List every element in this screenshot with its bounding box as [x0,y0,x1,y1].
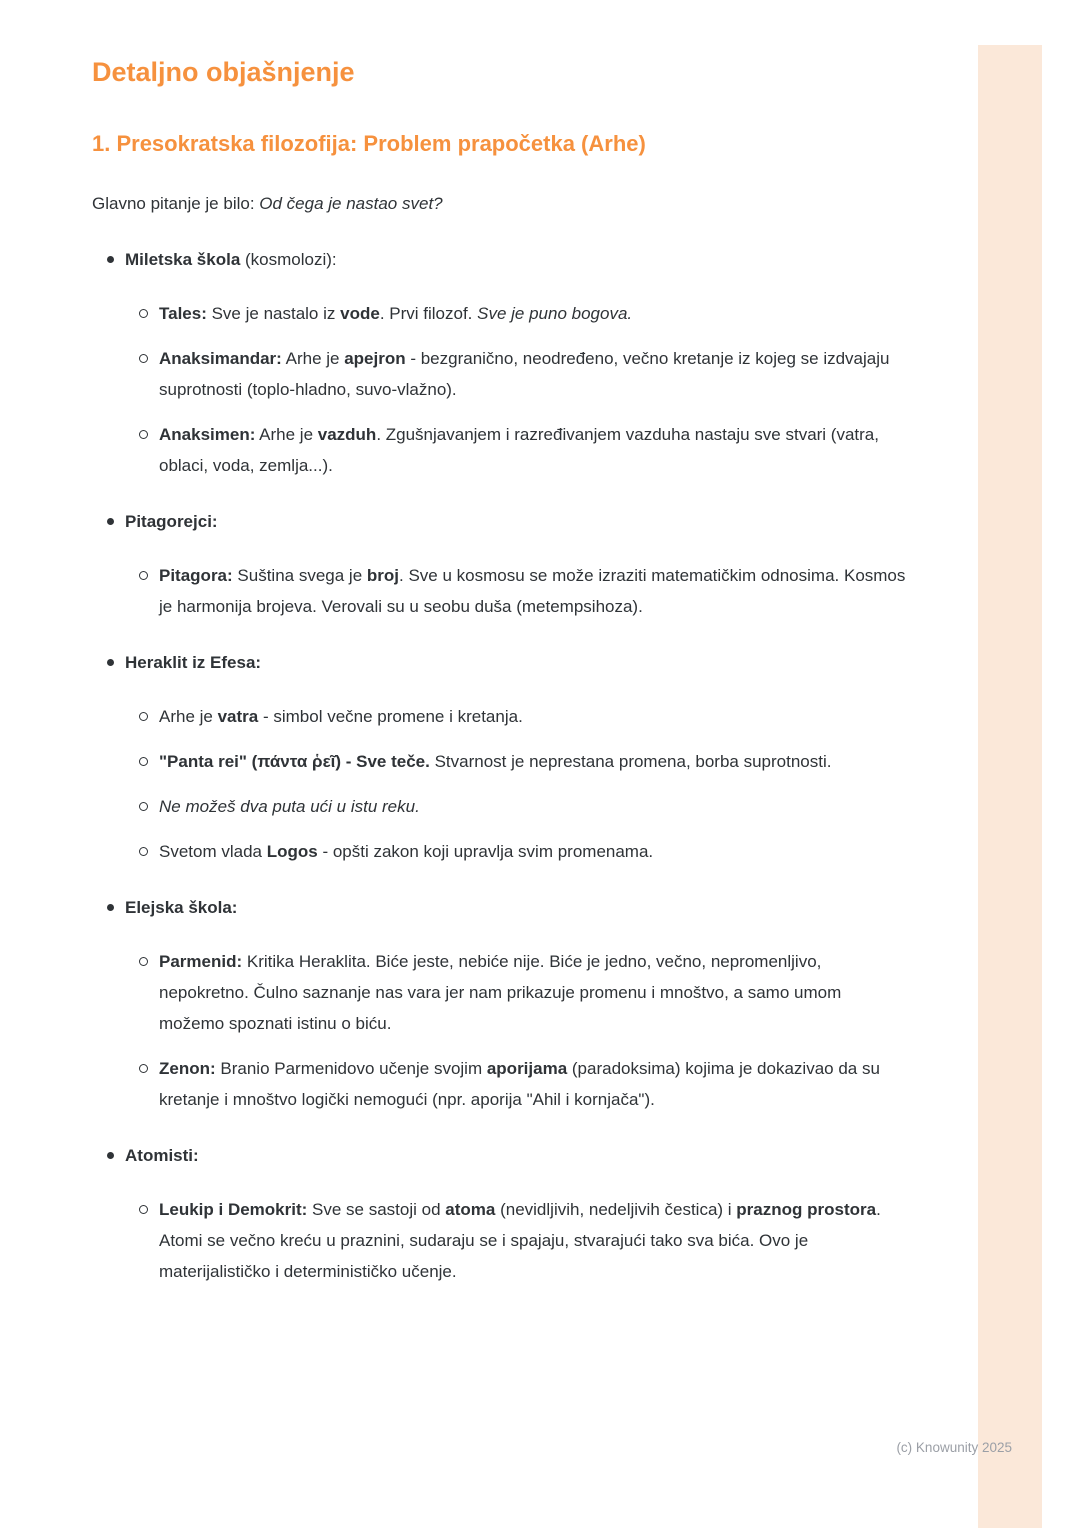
text-run: Zenon: [159,1059,216,1078]
text-run: vazduh [317,425,377,444]
text-run: - bezgranično, neodređeno, večno kretanje iz kojeg se izdvajaju suprotnosti (toplo-hladno, suvo-vlažno). [159,349,890,399]
list-item-text [159,746,908,777]
bullet-icon [107,659,114,666]
topic-title [125,244,908,275]
circle-bullet-icon [139,1205,148,1214]
topic-title [125,647,908,678]
topic-heading [92,1140,908,1171]
list-item [92,791,908,822]
list-item-text [159,946,908,1039]
list-item [92,746,908,777]
text-run: aporijama [486,1059,568,1078]
text-run: . Atomi se večno kreću u praznini, sudaraju se i spajaju, stvarajući tako sva bića. Ovo je materijalističko i determinističko učenje. [159,1200,881,1281]
text-run: Pitagorejci: [125,512,218,531]
list-item-text [159,836,908,867]
text-run: broj [366,566,399,585]
topic [92,244,908,481]
text-run: Logos [266,842,318,861]
circle-bullet-icon [139,957,148,966]
text-run: Suština svega je [232,566,367,585]
list-item [92,836,908,867]
circle-bullet-icon [139,1064,148,1073]
bullet-icon [107,904,114,911]
text-run: Anaksimandar: [159,349,282,368]
text-run: Od čega je nastao svet? [259,194,443,213]
circle-bullet-icon [139,712,148,721]
circle-bullet-icon [139,847,148,856]
text-run: atoma [445,1200,496,1219]
circle-bullet-icon [139,354,148,363]
text-run: Arhe je [255,425,318,444]
text-run: - opšti zakon koji upravlja svim promenama. [317,842,654,861]
text-run: Heraklit iz Efesa: [125,653,262,672]
text-run: - simbol večne promene i kretanja. [258,707,523,726]
section-heading: 1. Presokratska filozofija: Problem prapočetka (Arhe) [92,131,646,156]
intro-paragraph [92,188,908,219]
list-item [92,419,908,481]
subtopic-list [92,701,908,867]
text-run: "Panta rei" (πάντα ῥεῖ) - Sve teče. [159,752,430,771]
circle-bullet-icon [139,757,148,766]
text-run: vode [340,304,380,323]
list-item [92,1194,908,1287]
topic-title [125,892,908,923]
list-item-text [159,560,908,622]
text-run: Kritika Heraklita. Biće jeste, nebiće nije. Biće je jedno, večno, nepromenljivo, nepokretno. Čulno saznanje nas vara jer nam prikazuje promenu i mnoštvo, a samo umom možemo spoznati istinu o biću. [159,952,842,1033]
text-run: Sve je nastalo iz [206,304,341,323]
text-run: . Zgušnjavanjem i razređivanjem vazduha nastaju sve stvari (vatra, oblaci, voda, zemlja...). [159,425,879,475]
list-item [92,298,908,329]
topic [92,647,908,867]
text-run: Svetom vlada [159,842,267,861]
subtopic-list [92,560,908,622]
page-title: Detaljno objašnjenje [92,57,355,87]
text-run: Arhe je [281,349,345,368]
text-run: Branio Parmenidovo učenje svojim [215,1059,487,1078]
list-item [92,343,908,405]
text-run: Elejska škola: [125,898,238,917]
text-run: apejron [344,349,406,368]
topic-heading [92,506,908,537]
list-item-text [159,419,908,481]
topic [92,892,908,1115]
list-item-text [159,791,908,822]
text-run: Arhe je [159,707,218,726]
circle-bullet-icon [139,309,148,318]
topic-list [92,244,908,1287]
list-item-text [159,1194,908,1287]
text-run: vatra [217,707,259,726]
text-run: Parmenid: [159,952,243,971]
bullet-icon [107,256,114,263]
text-run: . Sve u kosmosu se može izraziti matematičkim odnosima. Kosmos je harmonija brojeva. Verovali su u seobu duša (metempsihoza). [159,566,906,616]
list-item-text [159,701,908,732]
list-item-text [159,298,908,329]
copyright-footer: (c) Knowunity 2025 [896,1440,1012,1455]
text-run: (kosmolozi): [240,250,337,269]
circle-bullet-icon [139,571,148,580]
topic [92,1140,908,1287]
text-run: (nevidljivih, nedeljivih čestica) i [495,1200,737,1219]
topic-heading [92,647,908,678]
text-run: Glavno pitanje je bilo: [92,194,260,213]
text-run: Atomisti: [125,1146,199,1165]
list-item [92,946,908,1039]
topic-heading [92,892,908,923]
subtopic-list [92,1194,908,1287]
topic-title [125,506,908,537]
decorative-right-stripe [978,45,1042,1528]
text-run: (paradoksima) kojima je dokazivao da su kretanje i mnoštvo logički nemogući (npr. aporija "Ahil i kornjača"). [159,1059,880,1109]
text-run: Stvarnost je neprestana promena, borba suprotnosti. [429,752,832,771]
text-run: Pitagora: [159,566,233,585]
circle-bullet-icon [139,802,148,811]
list-item [92,1053,908,1115]
text-run: Ne možeš dva puta ući u istu reku. [159,797,420,816]
list-item [92,560,908,622]
circle-bullet-icon [139,430,148,439]
text-run: Tales: [159,304,207,323]
text-run: Sve je puno bogova. [477,304,633,323]
subtopic-list [92,946,908,1115]
list-item-text [159,1053,908,1115]
text-run: praznog prostora [736,1200,877,1219]
topic-heading [92,244,908,275]
text-run: Sve se sastoji od [307,1200,446,1219]
text-run: . Prvi filozof. [379,304,478,323]
bullet-icon [107,518,114,525]
topic [92,506,908,622]
text-run: Leukip i Demokrit: [159,1200,308,1219]
list-item-text [159,343,908,405]
subtopic-list [92,298,908,481]
text-run: Anaksimen: [159,425,256,444]
bullet-icon [107,1152,114,1159]
text-run: Miletska škola [125,250,241,269]
list-item [92,701,908,732]
topic-title [125,1140,908,1171]
